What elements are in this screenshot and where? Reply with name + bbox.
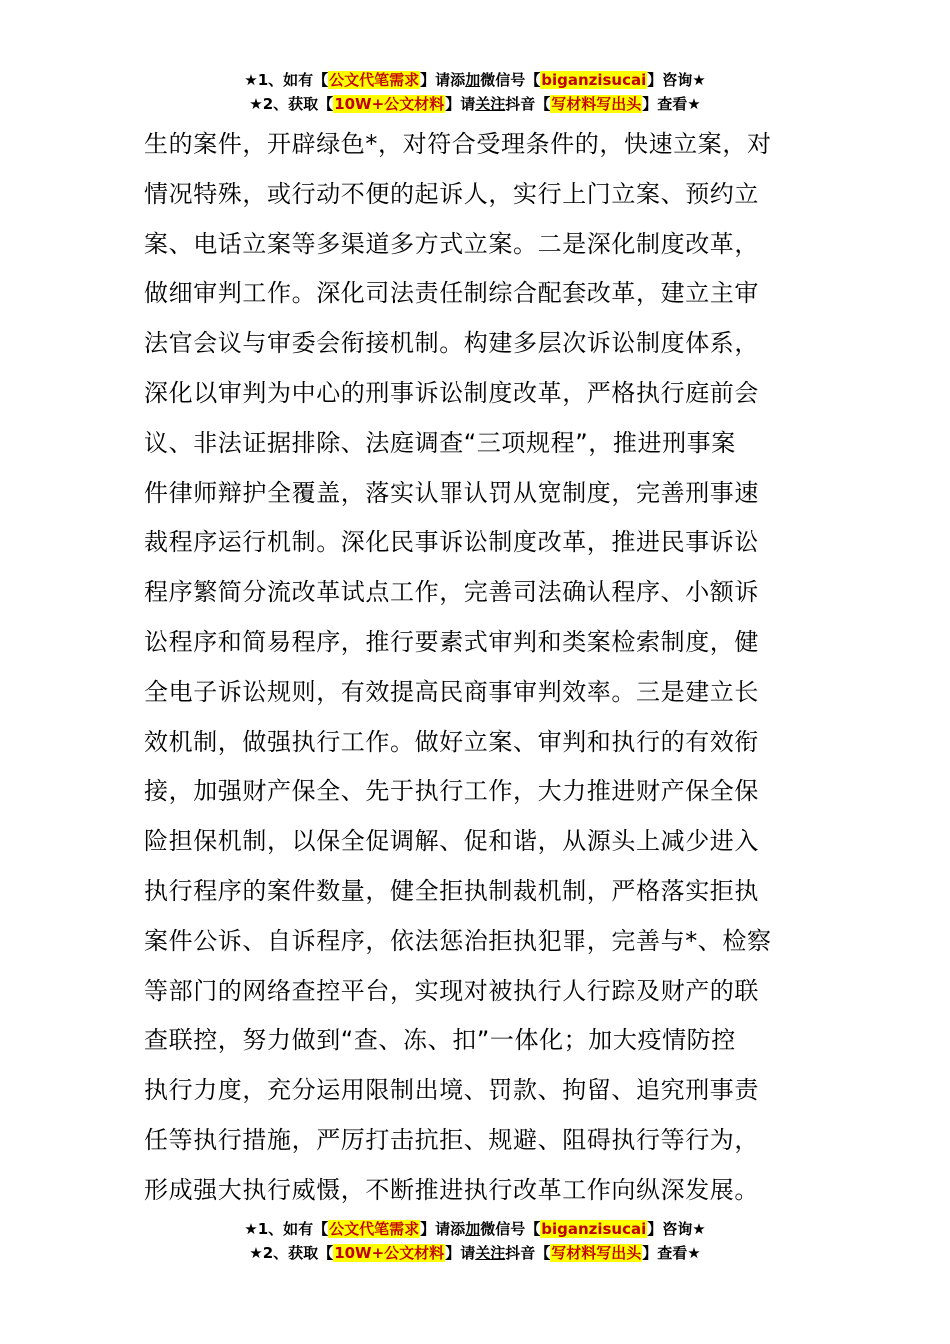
body-line: 效机制，做强执行工作。做好立案、审判和执行的有效衔: [144, 727, 759, 756]
promo-line-1: [0, 68, 950, 92]
promo-text: 抖音【: [505, 1244, 551, 1262]
body-line: 案件公诉、自诉程序，依法惩治拒执犯罪，完善与*、检察: [144, 926, 772, 955]
body-line: 任等执行措施，严厉打击抗拒、规避、阻碍执行等行为，: [144, 1125, 759, 1154]
body-line: 深化以审判为中心的刑事诉讼制度改革，严格执行庭前会: [144, 378, 759, 407]
highlight-service: 公文代笔需求: [329, 1220, 420, 1238]
promo-text: 】请: [445, 95, 476, 113]
highlight-service: 公文代笔需求: [329, 71, 420, 89]
promo-text: ★1、如有【: [244, 71, 329, 89]
underlined-text: 加: [465, 1220, 481, 1238]
promo-line-1: [0, 1217, 950, 1241]
promo-text: 】请添: [420, 1220, 466, 1238]
highlight-wechat-id: biganzisucai: [541, 1220, 647, 1238]
underlined-text: 关注: [475, 1244, 506, 1262]
body-line: 等部门的网络查控平台，实现对被执行人行踪及财产的联: [144, 976, 759, 1005]
promo-text: ★2、获取【: [249, 95, 334, 113]
body-line: 裁程序运行机制。深化民事诉讼制度改革，推进民事诉讼: [144, 528, 759, 557]
body-line: 查联控，努力做到“查、冻、扣”一体化；加大疫情防控: [144, 1026, 736, 1055]
body-line: 法官会议与审委会衔接机制。构建多层次诉讼制度体系，: [144, 329, 759, 358]
body-line: 做细审判工作。深化司法责任制综合配套改革，建立主审: [144, 279, 759, 308]
body-line: 执行力度，充分运用限制出境、罚款、拘留、追究刑事责: [144, 1076, 759, 1105]
promo-line-2: [0, 1241, 950, 1265]
body-line: 险担保机制，以保全促调解、促和谐，从源头上减少进入: [144, 827, 759, 856]
body-line: 议、非法证据排除、法庭调查“三项规程”，推进刑事案: [144, 428, 736, 457]
promo-text: 】请添: [420, 71, 466, 89]
promo-text: 微信号【: [480, 71, 541, 89]
promo-text: 】咨询★: [647, 1220, 706, 1238]
highlight-douyin-account: 写材料写出头: [551, 1244, 642, 1262]
document-body: [144, 120, 806, 1216]
body-line: 生的案件，开辟绿色*，对符合受理条件的，快速立案，对: [144, 130, 772, 158]
promo-line-2: [0, 92, 950, 116]
promo-text: 】查看★: [642, 1244, 701, 1262]
body-line: 案、电话立案等多渠道多方式立案。二是深化制度改革，: [144, 229, 759, 258]
footer-promo-banner: [0, 1217, 950, 1265]
body-line: 形成强大执行威慑，不断推进执行改革工作向纵深发展。: [144, 1175, 759, 1204]
promo-text: 】咨询★: [647, 71, 706, 89]
body-line: 执行程序的案件数量，健全拒执制裁机制，严格落实拒执: [144, 876, 759, 905]
promo-text: ★1、如有【: [244, 1220, 329, 1238]
promo-text: 】查看★: [642, 95, 701, 113]
promo-text: 抖音【: [505, 95, 551, 113]
underlined-text: 加: [465, 71, 481, 89]
highlight-wechat-id: biganzisucai: [541, 71, 647, 89]
body-line: 程序繁简分流改革试点工作，完善司法确认程序、小额诉: [144, 578, 759, 607]
promo-text: ★2、获取【: [249, 1244, 334, 1262]
body-line: 件律师辩护全覆盖，落实认罪认罚从宽制度，完善刑事速: [144, 478, 759, 507]
body-line: 全电子诉讼规则，有效提高民商事审判效率。三是建立长: [144, 677, 759, 706]
highlight-materials: 10W+公文材料: [334, 95, 445, 113]
highlight-douyin-account: 写材料写出头: [551, 95, 642, 113]
body-line: 情况特殊，或行动不便的起诉人，实行上门立案、预约立: [144, 179, 759, 208]
body-line: 讼程序和简易程序，推行要素式审判和类案检索制度，健: [144, 627, 759, 656]
underlined-text: 关注: [475, 95, 506, 113]
promo-text: 微信号【: [480, 1220, 541, 1238]
promo-text: 】请: [445, 1244, 476, 1262]
header-promo-banner: [0, 68, 950, 116]
highlight-materials: 10W+公文材料: [334, 1244, 445, 1262]
body-line: 接，加强财产保全、先于执行工作，大力推进财产保全保: [144, 777, 759, 806]
